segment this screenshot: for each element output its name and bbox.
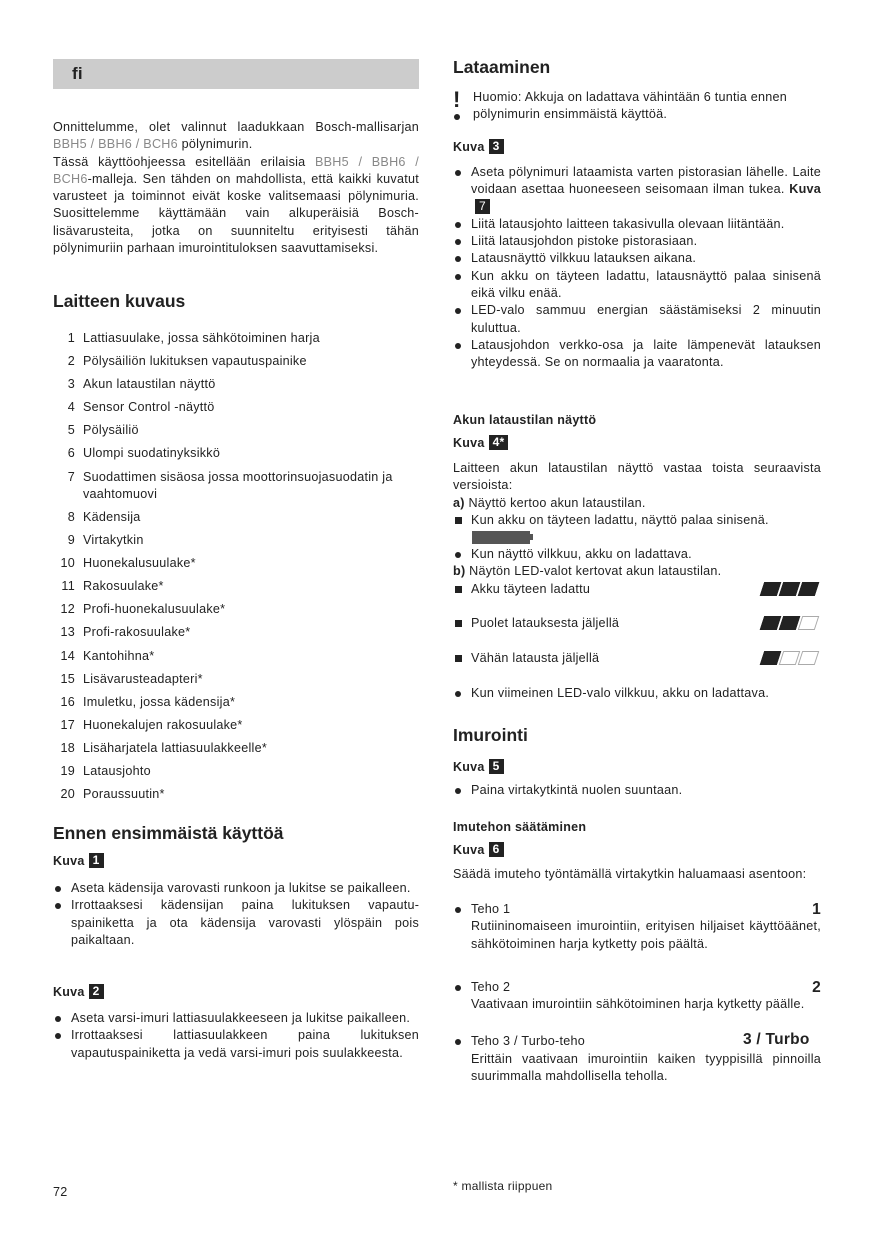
- battery-section: Laitteen akun lataustilan näyttö vastaa toista seuraavista versioista: a) Näyttö kertoo akun lataustilan. Kun akku on täyteen ladattu, näyttö palaa sinisenä. Kun näyttö vilkkuu, akku on ladattava. b) Näytön LED-valot kertovat akun lataustilan. Akku täyteen ladattu Puolet latauksesta jäljellä Vähän latausta jäljellä Kun viimeinen LED-valo vilkkuu, akku on ladattava.: [453, 460, 821, 702]
- list-item: Kun akku on täyteen ladattu, näyttö palaa sinisenä.: [453, 512, 821, 529]
- footnote: * mallista riippuen: [453, 1179, 553, 1193]
- item-label: Virtakytkin: [83, 533, 144, 548]
- intro-p2: Tässä käyttöohjeessa esitellään erilaisia: [53, 154, 315, 169]
- item-label: Rakosuulake*: [83, 579, 164, 594]
- parts-list-item: [53, 578, 419, 595]
- battery-led-icon: [798, 616, 820, 630]
- item-label: Profi-rakosuulake*: [83, 625, 191, 640]
- battery-led-icon: [798, 582, 820, 596]
- item-number: 4: [67, 400, 75, 415]
- battery-indicator-icon: [762, 616, 817, 630]
- list-item: Irrottaaksesi lattiasuulakkeen paina lukituksen vapautuspainiketta ja vedä varsi-imuri pois suulakkeesta.: [53, 1027, 419, 1062]
- item-number: 5: [67, 423, 75, 438]
- list-item: Latausnäyttö vilkkuu latauksen aikana.: [453, 250, 821, 267]
- power-level-item: Teho 3 / Turbo-teho 3 / Turbo Erittäin vaativaan imurointiin kaiken tyyppisillä pinnoilla suurimmalla mahdollisella teholla.: [453, 1033, 821, 1085]
- figure-ref: Kuva 4*: [453, 434, 821, 452]
- figure-ref: Kuva 1: [53, 852, 419, 870]
- notice: [453, 89, 821, 124]
- parts-list-item: [53, 671, 419, 688]
- item-number: 2: [67, 354, 75, 369]
- section-title: Ennen ensimmäistä käyttöä: [53, 823, 284, 843]
- intro-p1: Onnittelumme, olet valinnut laadukkaan Bosch-mallisarjan: [53, 120, 419, 134]
- item-label: Suodattimen sisäosa jossa moottorinsuojasuodatin ja vaahtomuovi: [83, 469, 393, 501]
- battery-led-icon: [760, 651, 782, 665]
- subsection-title: Akun lataustilan näyttö: [453, 413, 597, 427]
- figure-ref: Kuva 5: [453, 758, 821, 776]
- item-number: 18: [60, 740, 75, 755]
- list-item: Aseta varsi-imuri lattiasuulakkeeseen ja lukitse paikalleen.: [53, 1010, 419, 1027]
- battery-led-icon: [798, 651, 820, 665]
- parts-list-item: [53, 469, 419, 504]
- parts-list-item: [53, 740, 419, 757]
- section-title: Lataaminen: [453, 57, 551, 77]
- subsection-title: Imutehon säätäminen: [453, 820, 587, 834]
- item-number: 11: [61, 579, 75, 594]
- list-item: Liitä latausjohdon pistoke pistorasiaan.: [453, 233, 821, 250]
- item-number: 16: [60, 694, 75, 709]
- item-label: Huonekalujen rakosuulake*: [83, 717, 243, 732]
- item-label: Latausjohto: [83, 763, 151, 778]
- power-level-number: 1: [812, 901, 821, 918]
- item-number: 7: [67, 469, 75, 484]
- item-number: 8: [67, 509, 75, 524]
- item-label: Lisäharjatela lattiasuulakkeelle*: [83, 740, 267, 755]
- battery-indicator-icon: [762, 582, 817, 596]
- battery-level-item: Puolet latauksesta jäljellä: [453, 615, 821, 632]
- list-item: Kun viimeinen LED-valo vilkkuu, akku on ladattava.: [453, 685, 821, 702]
- section-title: Imurointi: [453, 725, 528, 745]
- parts-list-item: [53, 330, 419, 347]
- parts-list-item: [53, 353, 419, 370]
- item-label: Kädensija: [83, 509, 141, 524]
- parts-list-item: [53, 399, 419, 416]
- power-level-item: Teho 2 2 Vaativaan imurointiin sähkötoiminen harja kytketty päälle.: [453, 979, 821, 1014]
- item-label: Pölysäiliö: [83, 423, 139, 438]
- item-label: Pölysäiliön lukituksen vapautuspainike: [83, 354, 307, 369]
- intro-p1-end: pölynimurin.: [177, 137, 253, 152]
- figure-ref: Kuva 6: [453, 841, 821, 859]
- item-number: 12: [60, 602, 75, 617]
- power-level-item: Teho 1 1 Rutiininomaiseen imurointiin, erityisen hiljaiset käyttöäänet, sähkötoiminen harja kytketty pois päältä.: [453, 901, 821, 953]
- item-label: Profi-huonekalusuulake*: [83, 602, 226, 617]
- list-item: Aseta kädensija varovasti runkoon ja lukitse se paikalleen.: [53, 880, 419, 897]
- item-number: 3: [67, 377, 75, 392]
- item-number: 6: [67, 446, 75, 461]
- battery-intro: Laitteen akun lataustilan näyttö vastaa toista seuraavista versioista:: [453, 461, 821, 493]
- list-item: Irrottaaksesi kädensijan paina lukituksen vapautuspainiketta ja ota kädensija varovasti ylöspäin pois paikaltaan.: [53, 897, 419, 949]
- list-item: Kun akku on täyteen ladattu, latausnäyttö palaa sinisenä eikä vilku enää.: [453, 268, 821, 303]
- battery-led-icon: [779, 651, 801, 665]
- item-label: Huonekalusuulake*: [83, 556, 196, 571]
- item-label: Lisävarusteadapteri*: [83, 671, 203, 686]
- figure-ref: Kuva 3: [453, 138, 821, 156]
- item-label: Poraussuutin*: [83, 787, 165, 802]
- bullet-list: [53, 1010, 419, 1062]
- power-level-number: 3 / Turbo: [743, 1031, 810, 1049]
- figure-ref: Kuva 2: [53, 983, 419, 1001]
- parts-list-item: [53, 717, 419, 734]
- section-title: Laitteen kuvaus: [53, 291, 186, 311]
- parts-list-item: [53, 763, 419, 780]
- power-intro: Säädä imuteho työntämällä virtakytkin haluamaasi asentoon:: [453, 867, 807, 881]
- item-label: Ulompi suodatinyksikkö: [83, 446, 221, 461]
- warning-icon: !: [453, 87, 461, 112]
- parts-list-item: [53, 648, 419, 665]
- battery-level-item: Akku täyteen ladattu: [453, 581, 821, 598]
- list-item: Liitä latausjohto laitteen takasivulla olevaan liitäntään.: [453, 216, 821, 233]
- list-item: LED-valo sammuu energian säästämiseksi 2 minuutin kuluttua.: [453, 302, 821, 337]
- item-label: Akun lataustilan näyttö: [83, 377, 216, 392]
- list-item: Aseta pölynimuri lataamista varten pistorasian lähelle. Laite voidaan asettaa huoneeseen seisomaan ilman tukea. Kuva7: [453, 164, 821, 216]
- battery-bar-icon: [472, 531, 530, 544]
- item-number: 17: [60, 717, 75, 732]
- bullet-list: [453, 164, 821, 372]
- power-levels: [453, 901, 821, 1105]
- item-number: 10: [60, 556, 75, 571]
- intro-text: [53, 119, 419, 257]
- list-item: Latausjohdon verkko-osa ja laite lämpenevät latauksen yhteydessä. Se on normaalia ja vaaratonta.: [453, 337, 821, 372]
- bullet-list: [53, 880, 419, 949]
- item-label: Sensor Control -näyttö: [83, 400, 215, 415]
- parts-list-item: [53, 555, 419, 572]
- parts-list-item: [53, 445, 419, 462]
- item-number: 1: [67, 331, 75, 345]
- item-number: 19: [60, 763, 75, 778]
- page-number: 72: [53, 1185, 68, 1199]
- model-names: BBH5 / BBH6 / BCH6: [53, 154, 419, 186]
- parts-list-item: [53, 786, 419, 803]
- parts-list-item: [53, 624, 419, 641]
- bullet-icon: [454, 114, 460, 120]
- item-number: 9: [67, 533, 75, 548]
- item-number: 20: [60, 787, 75, 802]
- parts-list-item: [53, 422, 419, 439]
- item-number: 13: [60, 625, 75, 640]
- notice-text: Huomio: Akkuja on ladattava vähintään 6 tuntia ennen pölynimurin ensimmäistä käyttöä.: [473, 90, 788, 122]
- model-names: BBH5 / BBH6 / BCH6: [53, 137, 178, 152]
- language-header: fi: [53, 59, 419, 89]
- battery-led-icon: [760, 582, 782, 596]
- item-label: Kantohihna*: [83, 648, 155, 663]
- battery-indicator-icon: [762, 651, 817, 665]
- item-number: 15: [60, 671, 75, 686]
- battery-led-icon: [779, 582, 801, 596]
- parts-list-item: [53, 376, 419, 393]
- item-label: Lattiasuulake, jossa sähkötoiminen harja: [83, 331, 320, 345]
- battery-level-item: Vähän latausta jäljellä: [453, 650, 821, 667]
- bullet-list: [453, 782, 821, 799]
- parts-list-item: [53, 694, 419, 711]
- parts-list-item: [53, 532, 419, 549]
- parts-list: [53, 330, 419, 809]
- item-label: Imuletku, jossa kädensija*: [83, 694, 236, 709]
- intro-p2-end: -malleja. Sen tähden on mahdollista, että kaikki kuvatut varusteet ja toiminnot eivät koske valitsemaasi pölynimuria. Suosittelemme käyttämään vain alkuperäisiä Bosch-lisävarusteita, jotka on suunniteltu erityisesti tähän pölynimuriin parhaan imurointituloksen saavuttamiseksi.: [53, 171, 419, 256]
- power-level-number: 2: [812, 978, 821, 996]
- list-item: Paina virtakytkintä nuolen suuntaan.: [453, 782, 821, 799]
- list-item: Kun näyttö vilkkuu, akku on ladattava.: [453, 546, 821, 563]
- parts-list-item: [53, 601, 419, 618]
- parts-list-item: [53, 509, 419, 526]
- item-number: 14: [60, 648, 75, 663]
